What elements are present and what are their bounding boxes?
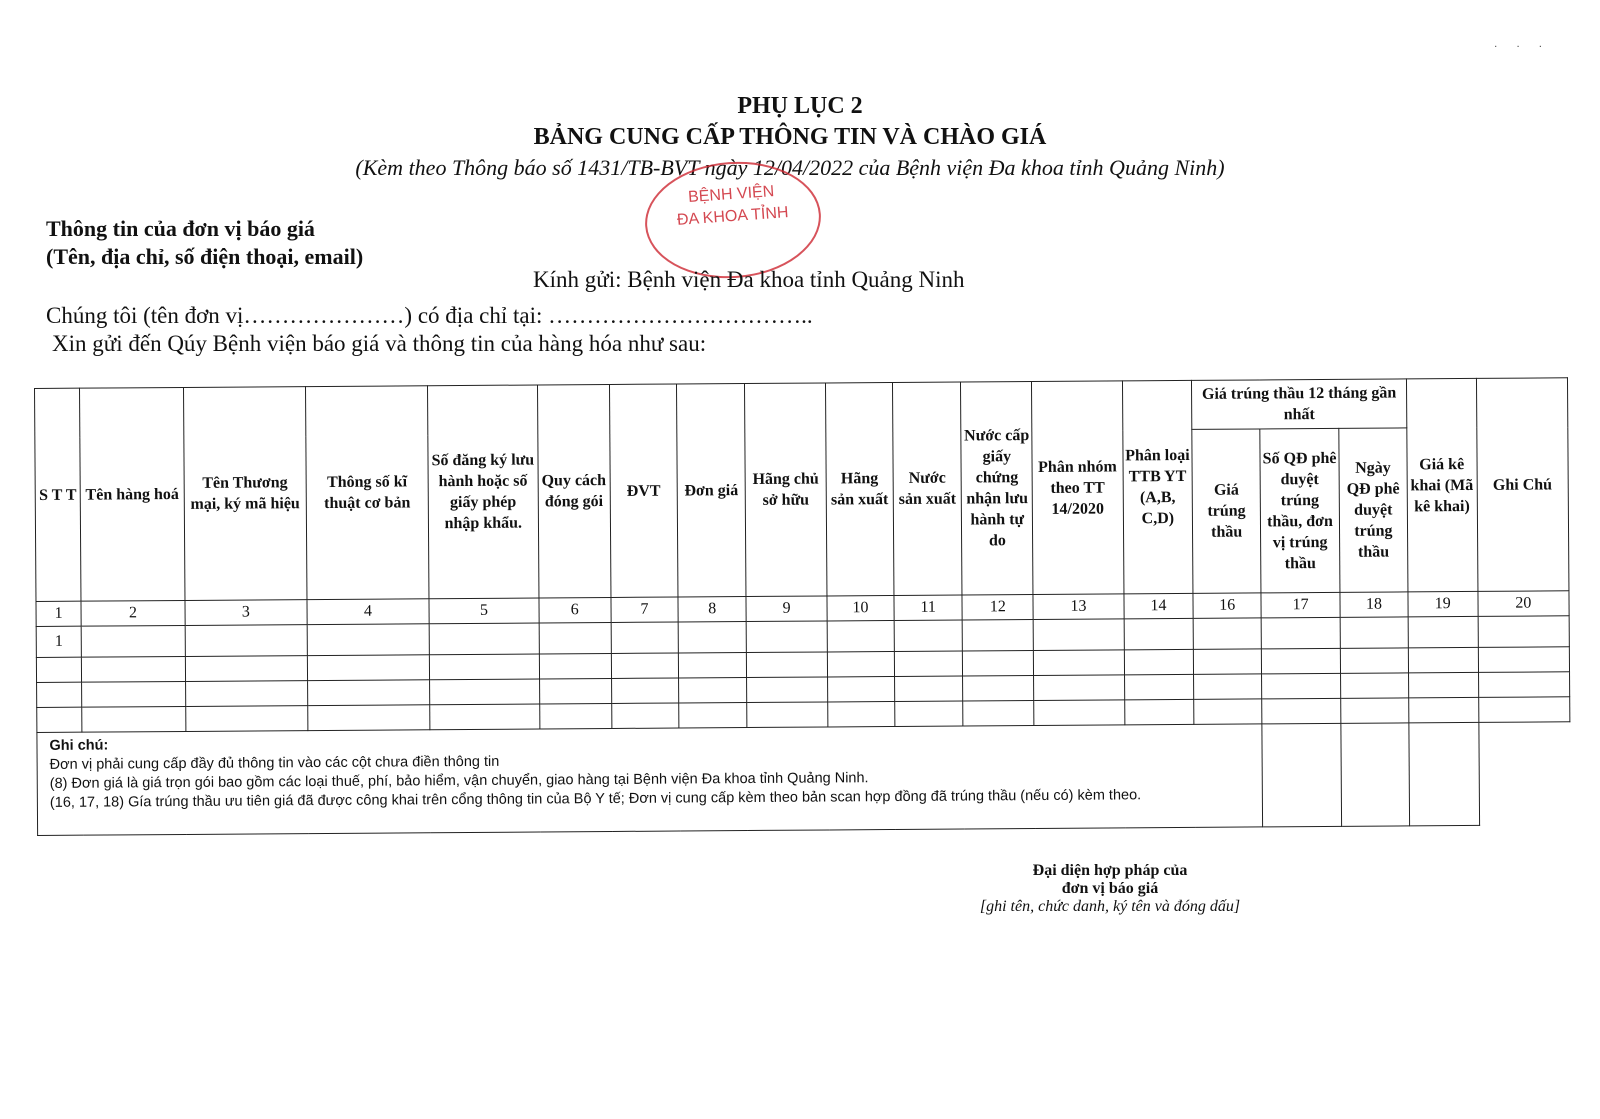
document-title: BẢNG CUNG CẤP THÔNG TIN VÀ CHÀO GIÁ: [533, 124, 1047, 150]
col-header-dvt: ĐVT: [609, 384, 678, 597]
col-header-nuoc-san-xuat: Nước sản xuất: [892, 382, 962, 595]
column-number: 9: [746, 596, 827, 622]
info-heading: Thông tin của đơn vị báo giá: [46, 216, 315, 241]
column-number: 10: [827, 596, 894, 621]
col-header-ten-thuong-mai: Tên Thương mại, ký mã hiệu: [183, 387, 307, 601]
col-header-ten-hang: Tên hàng hoá: [80, 387, 185, 601]
col-header-so-dang-ky: Số đăng ký lưu hành hoặc số giấy phép nhập khẩu.: [427, 385, 538, 599]
column-number: 7: [611, 597, 679, 622]
column-number: 8: [678, 597, 746, 622]
notes-title: Ghi chú:: [49, 737, 109, 754]
column-number: 19: [1408, 591, 1478, 616]
row-stt: [36, 657, 81, 682]
col-header-so-qd: Số QĐ phê duyệt trúng thầu, đơn vị trúng thầu: [1260, 428, 1340, 593]
row-stt: [37, 682, 82, 707]
col-header-gia-ke-khai: Giá kê khai (Mã kê khai): [1406, 378, 1477, 591]
column-number: 6: [539, 597, 611, 623]
letter-line-1: Chúng tôi (tên đơn vị…………………) có địa chỉ tại: ……………………………..: [46, 303, 813, 328]
notes-line-2: (8) Đơn giá là giá trọn gói bao gồm các loại thuế, phí, bảo hiểm, vận chuyển, giao hàng tại Bệnh viện Đa khoa tỉnh Quảng Ninh.: [49, 770, 869, 792]
column-number: 2: [81, 600, 185, 626]
col-header-gia-trung-thau: Giá trúng thầu: [1192, 429, 1261, 593]
column-number: 20: [1477, 591, 1569, 617]
scan-specks: · · ·: [1494, 42, 1550, 53]
signature-line-3: [ghi tên, chức danh, ký tên và đóng dấu]: [979, 898, 1241, 915]
col-header-gia-trung-thau-group: Giá trúng thầu 12 tháng gần nhất: [1192, 379, 1407, 429]
signature-block: [960, 862, 1260, 916]
price-table: [34, 377, 1571, 836]
column-number: 11: [894, 595, 963, 620]
signature-line-2: đơn vị báo giá: [1061, 880, 1159, 897]
column-number: 16: [1193, 593, 1261, 618]
column-number: 12: [962, 595, 1033, 620]
col-header-ngay-qd: Ngày QĐ phê duyệt trúng thầu: [1339, 428, 1408, 592]
stamp-line-2: ĐA KHOA TỈNH: [676, 204, 790, 229]
letter-line-2: Xin gửi đến Qúy Bệnh viện báo giá và thông tin của hàng hóa như sau:: [52, 331, 707, 356]
stamp-line-1: BỆNH VIỆN: [687, 183, 775, 207]
col-header-phan-loai: Phân loại TTB YT (A,B, C,D): [1122, 380, 1193, 593]
column-number: 17: [1261, 592, 1340, 618]
col-header-quy-cach: Quy cách đóng gói: [537, 384, 610, 597]
column-number: 4: [307, 599, 429, 625]
row-stt: [37, 707, 82, 732]
row-stt: 1: [36, 626, 81, 657]
col-header-stt: S T T: [35, 388, 82, 601]
col-header-ghi-chu: Ghi Chú: [1476, 378, 1569, 592]
col-header-thong-so: Thông số kĩ thuật cơ bản: [305, 386, 429, 600]
notes-block: [37, 724, 1263, 836]
annex-label: PHỤ LỤC 2: [737, 93, 863, 119]
col-header-hang-san-xuat: Hãng sản xuất: [826, 383, 894, 596]
column-number: 14: [1123, 593, 1193, 618]
notes-line-1: Đơn vị phải cung cấp đầy đủ thông tin vào các cột chưa điền thông tin: [49, 753, 500, 773]
col-header-don-gia: Đơn giá: [677, 384, 746, 597]
col-header-phan-nhom: Phân nhóm theo TT 14/2020: [1032, 381, 1124, 595]
column-number: 5: [429, 598, 539, 624]
document-subtitle: (Kèm theo Thông báo số 1431/TB-BVT ngày 12/04/2022 của Bệnh viện Đa khoa tỉnh Quảng Ninh): [355, 155, 1225, 180]
notes-row: [37, 722, 1571, 836]
col-header-hang-chu-so-huu: Hãng chủ sở hữu: [744, 383, 827, 597]
notes-line-3: (16, 17, 18) Gía trúng thầu ưu tiên giá đã được công khai trên cổng thông tin của Bộ Y tế; Đơn vị cung cấp kèm theo bản scan hợp đồng đã trúng thầu (nếu có) kèm theo.: [49, 787, 1142, 811]
column-number: 1: [36, 601, 81, 626]
info-heading-detail: (Tên, địa chỉ, số điện thoại, email): [46, 244, 364, 269]
column-number: 13: [1033, 594, 1123, 620]
recipient-line: Kính gửi: Bệnh viện Đa khoa tỉnh Quảng Ninh: [533, 267, 965, 292]
column-number: 18: [1340, 592, 1408, 617]
signature-line-1: Đại diện hợp pháp của: [1032, 862, 1188, 879]
column-number: 3: [185, 600, 307, 626]
col-header-nuoc-cap-giay: Nước cấp giấy chứng nhận lưu hành tự do: [961, 382, 1033, 595]
